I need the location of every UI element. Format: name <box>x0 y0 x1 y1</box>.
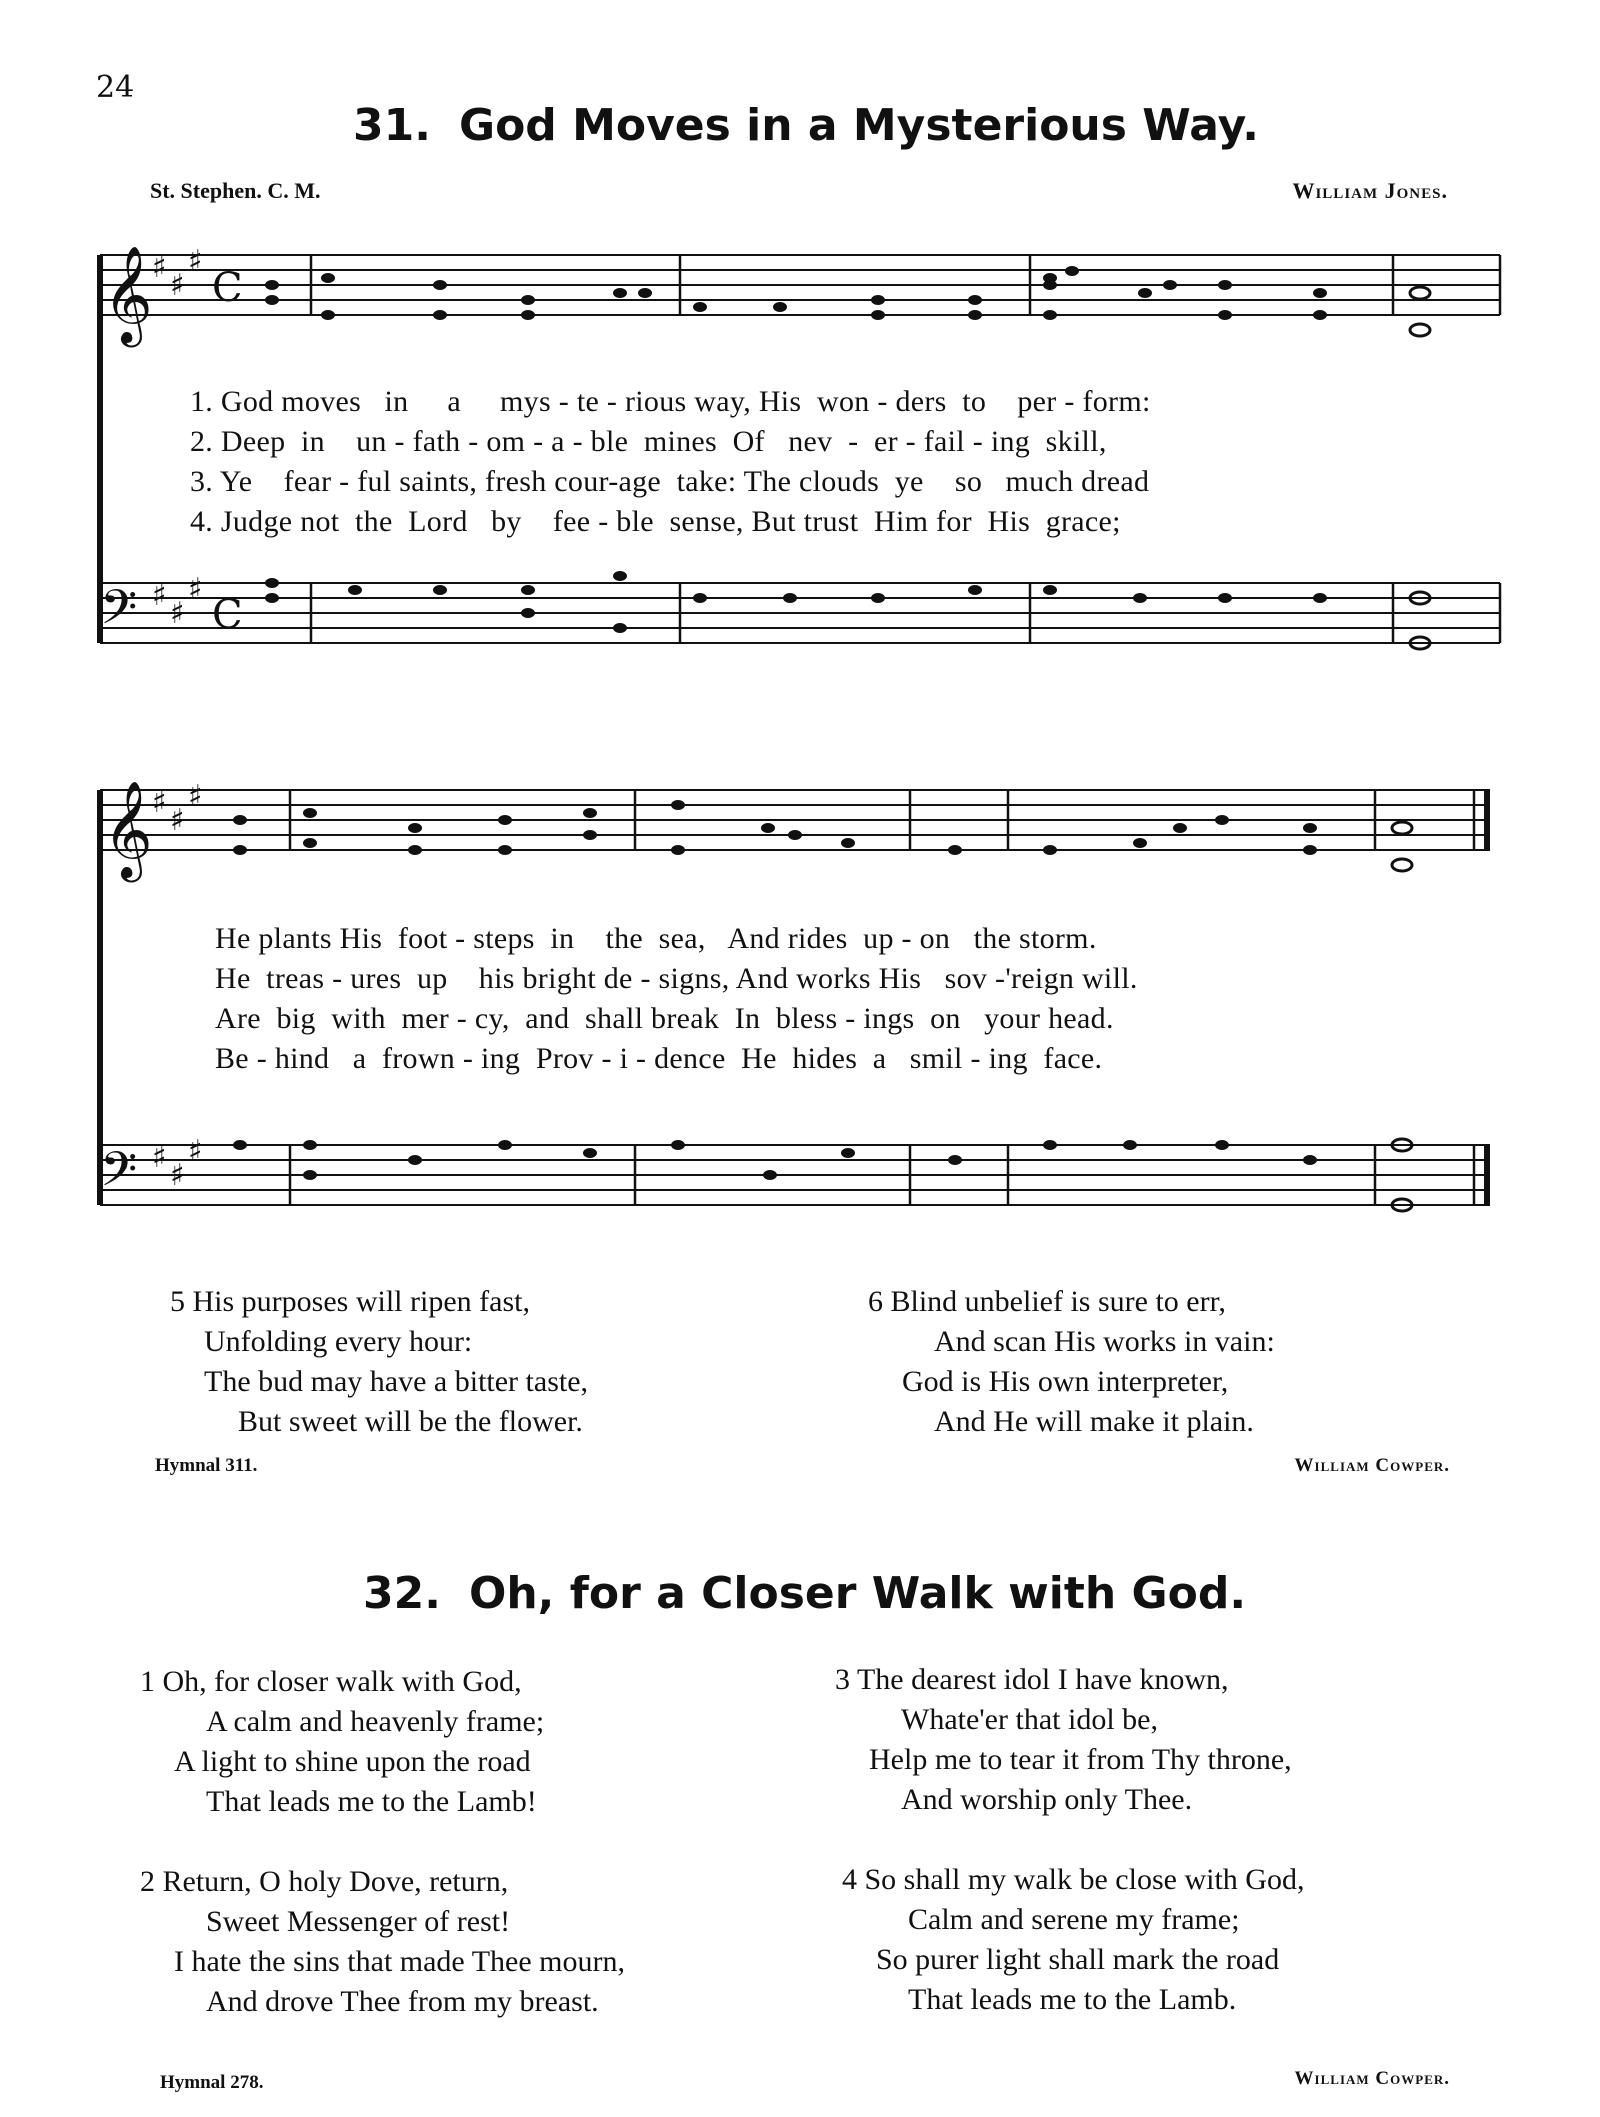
verse-line: So purer light shall mark the road <box>876 1943 1280 1976</box>
lyric-line: Are big with mer - cy, and shall break In bless - ings on your head. <box>215 1002 1114 1035</box>
verse-line: Help me to tear it from Thy throne, <box>869 1743 1292 1776</box>
verse-line: Calm and serene my frame; <box>908 1903 1240 1936</box>
verse-number: 4 <box>842 1863 857 1896</box>
lyric-line: He treas - ures up his bright de - signs, And works His sov -'reign will. <box>215 962 1138 995</box>
svg-text:♯: ♯ <box>170 803 185 838</box>
svg-text:♯: ♯ <box>188 244 203 279</box>
svg-text:♯: ♯ <box>152 578 167 613</box>
verse-4 <box>842 1860 1304 2020</box>
svg-text:𝄢: 𝄢 <box>100 1141 138 1209</box>
verse-line: The bud may have a bitter taste, <box>204 1365 589 1398</box>
verse-number: 3 <box>835 1663 850 1696</box>
page-number: 24 <box>96 70 135 105</box>
svg-text:♯: ♯ <box>188 572 203 607</box>
verse-line: Oh, for closer walk with God, <box>162 1665 522 1698</box>
verse-line: And scan His works in vain: <box>934 1325 1275 1358</box>
verse-line: His purposes will ripen fast, <box>192 1285 530 1318</box>
lyric-line: Be - hind a frown - ing Prov - i - dence He hides a smil - ing face. <box>215 1042 1103 1075</box>
svg-text:♯: ♯ <box>170 1158 185 1193</box>
verse-line: God is His own interpreter, <box>902 1365 1229 1398</box>
verse-line: Return, O holy Dove, return, <box>162 1865 509 1898</box>
svg-text:C: C <box>212 592 243 638</box>
verse-1 <box>140 1662 544 1822</box>
svg-text:♯: ♯ <box>170 596 185 631</box>
hymn-31-number: 31. <box>353 100 431 151</box>
verse-number: 5 <box>170 1285 185 1318</box>
verse-line: I hate the sins that made Thee mourn, <box>174 1945 625 1978</box>
svg-text:♯: ♯ <box>188 1134 203 1169</box>
treble-clef-icon: 𝄞 <box>103 245 153 343</box>
svg-text:♯: ♯ <box>152 250 167 285</box>
svg-text:♯: ♯ <box>170 268 185 303</box>
lyric-line: 3. Ye fear - ful saints, fresh cour-age take: The clouds ye so much dread <box>190 465 1150 498</box>
composer: William Jones. <box>1292 178 1448 203</box>
verse-line: The dearest idol I have known, <box>856 1663 1229 1696</box>
verse-line: Unfolding every hour: <box>204 1325 473 1358</box>
author: William Cowper. <box>1294 1455 1450 1476</box>
hymnal-reference: Hymnal 311. <box>155 1455 258 1476</box>
verse-2 <box>140 1862 625 2022</box>
verse-line: And He will make it plain. <box>934 1405 1254 1438</box>
svg-text:♯: ♯ <box>152 1140 167 1175</box>
verse-line: A calm and heavenly frame; <box>206 1705 545 1738</box>
verse-line: A light to shine upon the road <box>174 1745 531 1778</box>
lyric-line: 2. Deep in un - fath - om - a - ble mines Of nev - er - fail - ing skill, <box>190 425 1107 458</box>
lyric-line: 4. Judge not the Lord by fee - ble sense, But trust Him for His grace; <box>190 505 1121 538</box>
verse-line: And drove Thee from my breast. <box>206 1985 599 2018</box>
verse-line: Sweet Messenger of rest! <box>206 1905 511 1938</box>
common-time-icon: C <box>212 265 243 311</box>
verse-number: 6 <box>868 1285 883 1318</box>
verse-line: Whate'er that idol be, <box>901 1703 1158 1736</box>
verse-5 <box>170 1282 588 1442</box>
verse-line: That leads me to the Lamb! <box>206 1785 537 1818</box>
verse-3 <box>835 1660 1292 1820</box>
svg-text:♯: ♯ <box>188 779 203 814</box>
verse-line: Blind unbelief is sure to err, <box>890 1285 1226 1318</box>
hymnal-reference: Hymnal 278. <box>160 2072 264 2093</box>
svg-text:𝄞: 𝄞 <box>103 780 153 878</box>
verse-line: And worship only Thee. <box>901 1783 1193 1816</box>
verse-number: 1 <box>140 1665 155 1698</box>
hymn-31-title-text: God Moves in a Mysterious Way. <box>458 100 1259 151</box>
verse-6 <box>868 1282 1275 1442</box>
author: William Cowper. <box>1294 2068 1450 2089</box>
lyric-line: He plants His foot - steps in the sea, And rides up - on the storm. <box>215 922 1097 955</box>
verse-line: That leads me to the Lamb. <box>908 1983 1237 2016</box>
hymn-32-number: 32. <box>363 1568 441 1619</box>
hymn-32-title-text: Oh, for a Closer Walk with God. <box>468 1568 1247 1619</box>
svg-text:♯: ♯ <box>152 785 167 820</box>
verse-number: 2 <box>140 1865 155 1898</box>
hymn-32-title <box>363 1568 1246 1619</box>
hymn-31-title <box>353 100 1259 151</box>
tune-name: St. Stephen. C. M. <box>150 178 321 203</box>
verse-line: So shall my walk be close with God, <box>864 1863 1305 1896</box>
lyric-line: 1. God moves in a mys - te - rious way, His won - ders to per - form: <box>190 385 1151 418</box>
verse-line: But sweet will be the flower. <box>238 1405 583 1438</box>
bass-clef-icon: 𝄢 <box>100 579 138 647</box>
